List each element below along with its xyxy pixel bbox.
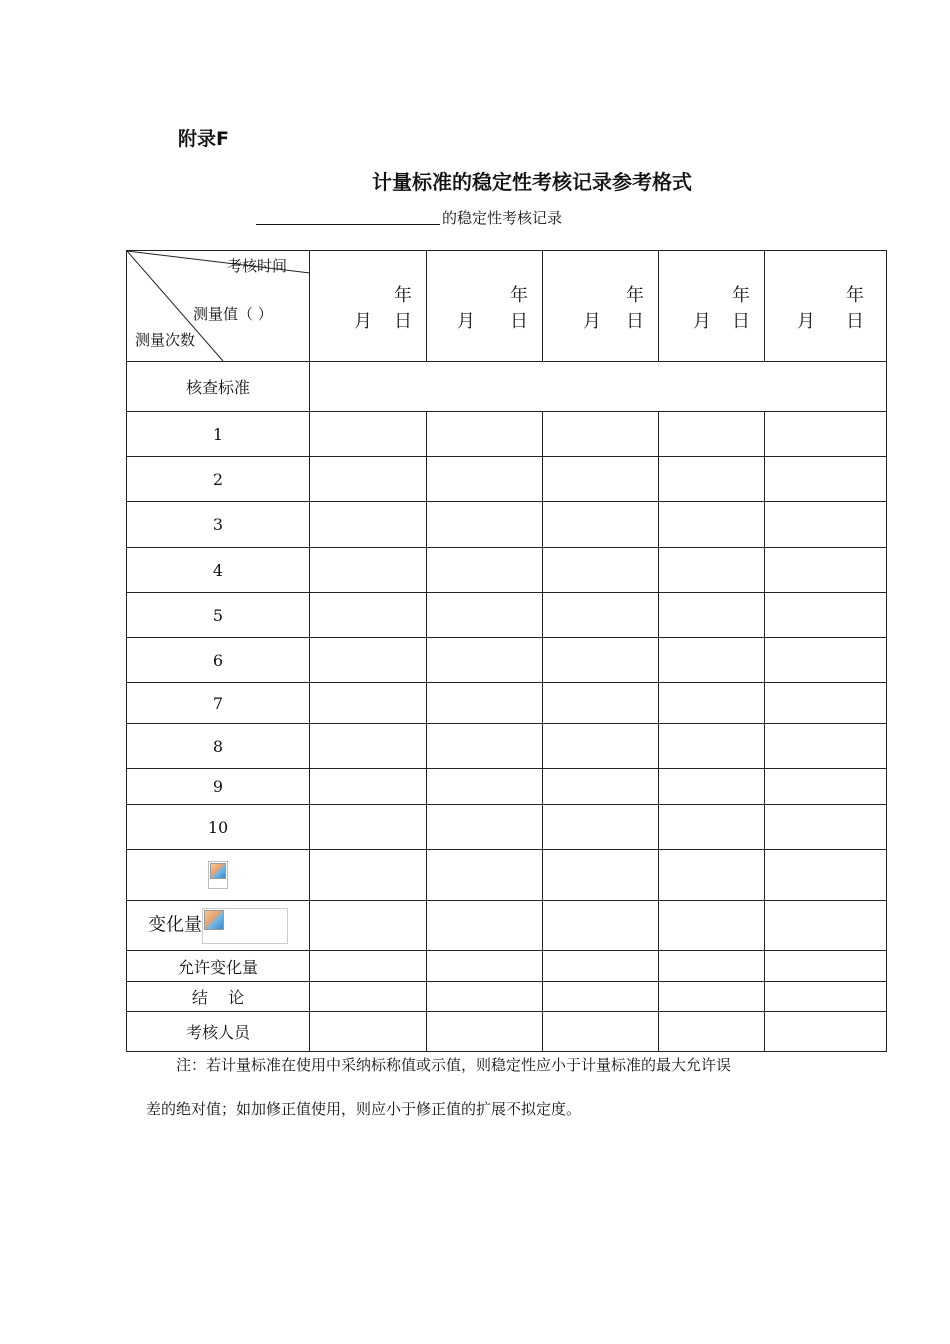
row-number: 9 bbox=[127, 769, 310, 805]
day-label: 日 bbox=[626, 311, 644, 332]
value-cell[interactable] bbox=[543, 638, 659, 683]
broken-image-icon bbox=[202, 908, 288, 944]
mean-symbol-cell bbox=[127, 850, 310, 901]
header-corner-cell bbox=[127, 251, 310, 362]
value-cell[interactable] bbox=[659, 805, 765, 850]
value-cell[interactable] bbox=[659, 502, 765, 548]
page-title: 计量标准的稳定性考核记录参考格式 bbox=[372, 170, 692, 194]
value-cell[interactable] bbox=[543, 593, 659, 638]
check-standard-value-cell[interactable] bbox=[310, 362, 887, 412]
value-cell[interactable] bbox=[659, 593, 765, 638]
value-cell[interactable] bbox=[427, 982, 543, 1012]
allowed-change-label: 允许变化量 bbox=[127, 951, 310, 982]
value-cell[interactable] bbox=[427, 901, 543, 951]
month-label: 月 bbox=[693, 311, 711, 332]
value-cell[interactable] bbox=[543, 548, 659, 593]
year-label: 年 bbox=[394, 285, 412, 306]
value-cell[interactable] bbox=[659, 412, 765, 457]
value-cell[interactable] bbox=[765, 683, 887, 724]
value-cell[interactable] bbox=[427, 724, 543, 769]
value-cell[interactable] bbox=[310, 502, 427, 548]
value-cell[interactable] bbox=[427, 769, 543, 805]
value-cell[interactable] bbox=[765, 502, 887, 548]
row-number: 10 bbox=[127, 805, 310, 850]
subtitle-blank-line bbox=[256, 224, 440, 225]
value-cell[interactable] bbox=[310, 850, 427, 901]
date-cell[interactable] bbox=[765, 251, 887, 362]
value-cell[interactable] bbox=[543, 502, 659, 548]
value-cell[interactable] bbox=[659, 951, 765, 982]
value-cell[interactable] bbox=[427, 412, 543, 457]
value-cell[interactable] bbox=[765, 769, 887, 805]
value-cell[interactable] bbox=[765, 951, 887, 982]
date-cell[interactable] bbox=[659, 251, 765, 362]
value-cell[interactable] bbox=[543, 805, 659, 850]
year-label: 年 bbox=[732, 285, 750, 306]
month-label: 月 bbox=[354, 311, 372, 332]
value-cell[interactable] bbox=[427, 683, 543, 724]
year-label: 年 bbox=[626, 285, 644, 306]
value-cell[interactable] bbox=[543, 457, 659, 502]
value-cell[interactable] bbox=[765, 593, 887, 638]
value-cell[interactable] bbox=[659, 457, 765, 502]
value-cell[interactable] bbox=[310, 951, 427, 982]
value-cell[interactable] bbox=[310, 683, 427, 724]
value-cell[interactable] bbox=[427, 638, 543, 683]
value-cell[interactable] bbox=[427, 850, 543, 901]
value-cell[interactable] bbox=[659, 638, 765, 683]
value-cell[interactable] bbox=[310, 901, 427, 951]
value-cell[interactable] bbox=[765, 412, 887, 457]
value-cell[interactable] bbox=[659, 548, 765, 593]
date-cell[interactable] bbox=[543, 251, 659, 362]
note-line-2: 差的绝对值；如加修正值使用，则应小于修正值的扩展不拟定度。 bbox=[146, 1100, 582, 1118]
value-cell[interactable] bbox=[427, 593, 543, 638]
appendix-label: 附录F bbox=[178, 128, 229, 150]
value-cell[interactable] bbox=[543, 901, 659, 951]
value-cell[interactable] bbox=[427, 457, 543, 502]
row-number: 3 bbox=[127, 502, 310, 548]
value-cell[interactable] bbox=[543, 850, 659, 901]
stability-record-table bbox=[126, 250, 887, 1052]
year-label: 年 bbox=[846, 285, 864, 306]
month-label: 月 bbox=[797, 311, 815, 332]
value-cell[interactable] bbox=[427, 502, 543, 548]
row-number: 7 bbox=[127, 683, 310, 724]
value-cell[interactable] bbox=[543, 982, 659, 1012]
value-cell[interactable] bbox=[310, 593, 427, 638]
row-number: 2 bbox=[127, 457, 310, 502]
check-standard-label: 核查标准 bbox=[127, 362, 310, 412]
conclusion-label: 结 论 bbox=[127, 982, 310, 1012]
value-cell[interactable] bbox=[310, 548, 427, 593]
note-line-1: 注：若计量标准在使用中采纳标称值或示值，则稳定性应小于计量标准的最大允许误 bbox=[176, 1056, 732, 1074]
corner-count-label: 测量次数 bbox=[135, 331, 196, 349]
value-cell[interactable] bbox=[310, 982, 427, 1012]
value-cell[interactable] bbox=[765, 1012, 887, 1052]
change-label: 变化量 bbox=[148, 914, 202, 935]
value-cell[interactable] bbox=[765, 724, 887, 769]
date-cell[interactable] bbox=[310, 251, 427, 362]
row-number: 5 bbox=[127, 593, 310, 638]
value-cell[interactable] bbox=[427, 548, 543, 593]
assessor-label: 考核人员 bbox=[127, 1012, 310, 1052]
day-label: 日 bbox=[846, 311, 864, 332]
value-cell[interactable] bbox=[659, 683, 765, 724]
row-number: 6 bbox=[127, 638, 310, 683]
value-cell[interactable] bbox=[427, 1012, 543, 1052]
value-cell[interactable] bbox=[310, 724, 427, 769]
day-label: 日 bbox=[510, 311, 528, 332]
value-cell[interactable] bbox=[765, 901, 887, 951]
value-cell[interactable] bbox=[765, 805, 887, 850]
day-label: 日 bbox=[394, 311, 412, 332]
value-cell[interactable] bbox=[659, 1012, 765, 1052]
value-cell[interactable] bbox=[659, 982, 765, 1012]
value-cell[interactable] bbox=[310, 1012, 427, 1052]
corner-time-label: 考核时间 bbox=[227, 257, 288, 275]
value-cell[interactable] bbox=[543, 724, 659, 769]
day-label: 日 bbox=[732, 311, 750, 332]
value-cell[interactable] bbox=[310, 769, 427, 805]
value-cell[interactable] bbox=[427, 951, 543, 982]
date-cell[interactable] bbox=[427, 251, 543, 362]
value-cell[interactable] bbox=[765, 638, 887, 683]
value-cell[interactable] bbox=[659, 769, 765, 805]
value-cell[interactable] bbox=[310, 638, 427, 683]
corner-value-label: 测量值（ ） bbox=[193, 305, 273, 323]
value-cell[interactable] bbox=[543, 412, 659, 457]
value-cell[interactable] bbox=[427, 805, 543, 850]
value-cell[interactable] bbox=[765, 548, 887, 593]
value-cell[interactable] bbox=[659, 850, 765, 901]
value-cell[interactable] bbox=[310, 457, 427, 502]
value-cell[interactable] bbox=[543, 951, 659, 982]
value-cell[interactable] bbox=[659, 901, 765, 951]
value-cell[interactable] bbox=[310, 412, 427, 457]
value-cell[interactable] bbox=[765, 457, 887, 502]
month-label: 月 bbox=[457, 311, 475, 332]
broken-image-icon bbox=[208, 861, 228, 889]
value-cell[interactable] bbox=[543, 683, 659, 724]
month-label: 月 bbox=[583, 311, 601, 332]
row-number: 4 bbox=[127, 548, 310, 593]
value-cell[interactable] bbox=[543, 769, 659, 805]
value-cell[interactable] bbox=[765, 850, 887, 901]
subtitle: 的稳定性考核记录 bbox=[442, 209, 563, 227]
row-number: 1 bbox=[127, 412, 310, 457]
value-cell[interactable] bbox=[310, 805, 427, 850]
year-label: 年 bbox=[510, 285, 528, 306]
value-cell[interactable] bbox=[659, 724, 765, 769]
row-number: 8 bbox=[127, 724, 310, 769]
value-cell[interactable] bbox=[543, 1012, 659, 1052]
change-label-cell bbox=[127, 901, 310, 951]
value-cell[interactable] bbox=[765, 982, 887, 1012]
